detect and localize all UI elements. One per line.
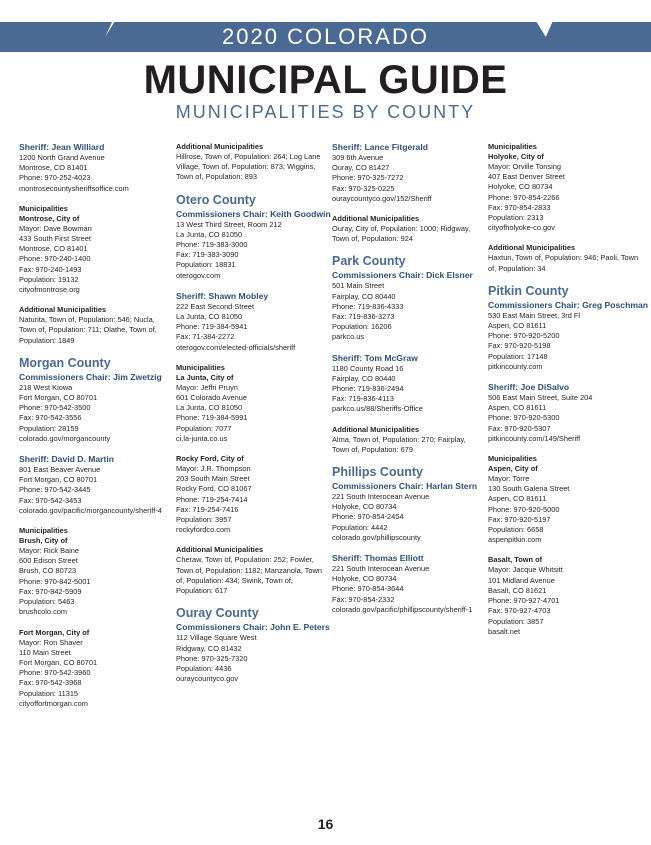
entry-line: 218 West Kiowa [19,382,73,392]
entry-line: 13 West Third Street, Room 212 [176,219,282,229]
entry-line: 1200 North Grand Avenue [19,153,105,162]
entry-line: 203 South Main Street [176,474,250,484]
section-label: Additional Municipalities [176,545,264,555]
municipality-name: Aspen, City of [488,464,538,474]
entry-line: 222 East Second Street [176,301,255,311]
website-url[interactable]: cityofholyoke-co.gov [488,223,555,233]
municipality-list: Haxtun, Town of, Population: 946; Paoli, Town of, Population: 34 [488,253,639,273]
website-url[interactable]: oterogov.com [176,270,221,280]
entry-line: Phone: 970-854-3644 [332,584,404,594]
entry-line: Fax: 970-542-3556 [19,413,82,423]
website-url[interactable]: colorado.gov/phillipscounty [332,532,421,542]
county-heading: Phillips County [332,465,423,480]
entry-line: 110 Main Street [19,647,71,657]
directory-entry [332,425,482,455]
directory-entry [332,214,482,244]
entry-line: Aspen, CO 81611 [488,321,547,331]
entry-line: 1180 County Road 16 [332,363,404,373]
entry-line: 221 South Interocean Avenue [332,492,430,502]
directory-entry [176,606,330,684]
section-label: Additional Municipalities [332,424,420,434]
municipality-list: Cheraw, Town of, Population: 252; Fowler, Town of, Population: 1182; Manzanola, Town of, Population: 434; Swink, Town of, Population: 617 [176,555,322,596]
entry-line: Phone: 719-384-5991 [176,413,248,423]
entry-line: Montrose, CO 81401 [19,163,88,173]
directory-entry [332,254,482,342]
entry-line: Population: 19132 [19,274,79,284]
county-heading: Otero County [176,192,256,207]
entry-line: Mayor: J.R. Thompson [176,464,251,474]
entry-line: Population: 17148 [488,351,548,361]
entry-line: Mayor: Rick Baine [19,546,79,556]
entry-line: Phone: 970-325-7320 [176,653,248,663]
entry-line: Ouray, CO 81427 [332,163,390,173]
official-heading: Sheriff: Lance Fitgerald [332,142,428,152]
entry-line: Aspen, CO 81611 [488,403,547,413]
header-banner [0,22,651,52]
entry-line: Phone: 719-254-7414 [176,494,248,504]
entry-line: Population: 16206 [332,322,392,332]
official-heading: Sheriff: Tom McGraw [332,352,418,363]
page-subtitle: MUNICIPALITIES BY COUNTY [175,102,476,122]
municipality-name: Rocky Ford, City of [176,454,244,464]
entry-line: Mayor: Orville Tonsing [488,162,561,171]
entry-line: Phone: 970-927-4701 [488,596,560,606]
website-url[interactable]: ouraycountyco.gov/152/Sheriff [332,193,432,203]
official-heading: Commissioners Chair: Keith Goodwin [176,208,331,219]
entry-line: Fax: 970-920-5198 [488,341,551,351]
website-url[interactable]: colorado.gov/pacific/morgancounty/sheriff-4 [19,505,162,515]
entry-line: Population: 6658 [488,525,544,535]
website-url[interactable]: ouraycountyco.gov [176,674,239,684]
directory-entry [488,454,648,545]
website-url[interactable]: cityoffortmorgan.com [19,698,88,708]
section-label: Municipalities [19,526,68,536]
entry-line: 309 6th Avenue [332,153,384,162]
website-url[interactable]: parkco.us/88/Sheriffs-Office [332,404,423,414]
municipality-list: Naturita, Town of, Population: 546; Nucla, Town of, Population: 711; Olathe, Town of, Population: 1849 [19,315,157,345]
entry-line: Brush, CO 80723 [19,566,77,576]
entry-line: 433 South First Street [19,234,91,244]
page-title: MUNICIPAL GUIDE [143,58,508,102]
entry-line: Population: 4436 [176,663,232,673]
entry-line: Population: 3957 [176,515,232,525]
directory-entry [176,192,331,281]
municipality-list: Alma, Town of, Population: 270; Fairplay, Town of, Population: 679 [332,434,466,454]
website-url[interactable]: oterogov.com/elected-officials/sheriff [176,342,296,352]
directory-entry [488,142,648,233]
website-url[interactable]: basalt.net [488,626,521,636]
banner-text: 2020 COLORADO [222,24,429,49]
section-label: Additional Municipalities [176,142,264,151]
official-heading: Commissioners Chair: Harlan Stern [332,481,478,492]
entry-line: 530 East Main Street, 3rd Fl [488,310,581,320]
entry-line: 600 Edison Street [19,556,78,566]
official-heading: Sheriff: Jean Williard [19,142,105,152]
entry-line: Fax: 970-920-5307 [488,423,551,433]
entry-line: Phone: 719-836-4333 [332,301,404,311]
entry-line: Phone: 970-325-7272 [332,173,404,183]
entry-line: Phone: 970-920-5000 [488,504,560,514]
section-label: Additional Municipalities [19,305,107,315]
entry-line: Mayor: Jeffri Pruyn [176,382,238,392]
municipality-name: La Junta, City of [176,372,234,382]
entry-line: Phone: 719-384-5941 [176,322,248,332]
directory-entry [176,291,326,353]
entry-line: 101 Midland Avenue [488,575,555,585]
entry-line: 112 Village Square West [176,633,257,643]
section-label: Municipalities [19,203,68,213]
official-heading: Sheriff: Joe DiSalvo [488,382,570,393]
directory-entry [332,465,482,543]
official-heading: Commissioners Chair: Dick Elsner [332,270,473,281]
website-url[interactable]: pitkincounty.com [488,361,543,371]
entry-line: 130 South Galena Street [488,484,570,494]
page-number: 16 [317,816,334,832]
entry-line: La Junta, CO 81050 [176,312,243,322]
entry-line: Population: 18831 [176,260,236,270]
directory-entry [19,526,169,617]
directory-entry [19,142,169,194]
entry-line: 221 South Interocean Avenue [332,564,430,574]
municipality-list: Hillrose, Town of, Population: 264; Log Lane Village, Town of, Population: 873; Wiggins, Town of, Population: 893 [176,152,321,182]
entry-line: Fort Morgan, CO 80701 [19,475,98,485]
entry-line: Population: 7077 [176,423,232,433]
entry-line: 506 East Main Street, Suite 204 [488,393,593,403]
section-label: Additional Municipalities [488,243,576,253]
entry-line: Phone: 970-252-4023 [19,173,91,183]
column-1 [19,142,169,719]
official-heading: Commissioners Chair: John E. Peters [176,622,330,633]
official-heading: Sheriff: Thomas Elliott [332,553,424,564]
section-label: Municipalities [488,454,537,464]
website-url[interactable]: colorado.gov/morgancounty [19,433,111,443]
entry-line: Phone: 719-836-2494 [332,384,404,394]
directory-entry [176,454,326,535]
entry-line: Phone: 970-920-5200 [488,331,560,341]
directory-entry [19,204,169,295]
website-url[interactable]: montrosecountysheriffsoffice.com [19,183,129,193]
website-url[interactable]: parkco.us [332,332,365,342]
entry-line: Population: 3857 [488,616,544,626]
directory-entry [332,142,482,204]
entry-line: Phone: 970-542-3960 [19,668,91,678]
column-2 [176,142,331,694]
directory-entry [176,545,326,596]
directory-entry [488,284,648,372]
entry-line: Fax: 970-920-5197 [488,514,551,524]
entry-line: Mayor: Dave Bowman [19,223,92,233]
directory-entry [176,142,326,183]
entry-line: Fax: 719-836-3273 [332,312,395,322]
municipality-name: Montrose, City of [19,213,80,223]
directory-entry [488,382,648,444]
municipality-name: Fort Morgan, City of [19,627,90,637]
entry-line: La Junta, CO 81050 [176,229,243,239]
municipality-list: Ouray, City of, Population: 1000; Ridgway, Town of, Population: 924 [332,224,471,244]
entry-line: Fax: 970-240-1493 [19,264,82,274]
municipality-name: Brush, City of [19,536,68,546]
entry-line: Phone: 970-920-5300 [488,413,560,423]
website-url[interactable]: rockyfordco.com [176,525,231,535]
entry-line: Population: 11315 [19,688,79,698]
entry-line: Fax: 719-254-7416 [176,504,239,514]
section-label: Municipalities [488,142,537,151]
directory-entry [176,363,326,444]
entry-line: 407 East Denver Street [488,172,565,182]
entry-line: Ridgway, CO 81432 [176,643,242,653]
municipality-name: Holyoke, City of [488,152,544,161]
directory-entry [488,243,648,273]
entry-line: Population: 5463 [19,597,75,607]
entry-line: La Junta, CO 81050 [176,403,243,413]
county-heading: Morgan County [19,355,111,370]
entry-line: Phone: 970-842-5001 [19,576,91,586]
website-url[interactable]: colorado.gov/pacific/phillipscounty/sheriff-1 [332,604,473,614]
entry-line: Phone: 970-854-2454 [332,512,404,522]
entry-line: Fairplay, CO 80440 [332,291,396,301]
directory-entry [19,305,169,346]
official-heading: Commissioners Chair: Jim Zwetzig [19,371,162,382]
entry-line: Fax: 970-325-0225 [332,183,395,193]
entry-line: Phone: 970-542-3445 [19,485,91,495]
website-url[interactable]: aspenpitkin.com [488,535,542,545]
directory-entry [19,454,169,516]
entry-line: Fax: 719-383-3090 [176,250,239,260]
section-label: Municipalities [176,362,225,372]
entry-line: Population: 28159 [19,423,79,433]
website-url[interactable]: ci.la-junta.co.us [176,433,228,443]
entry-line: Holyoke, CO 80734 [332,502,397,512]
entry-line: Fort Morgan, CO 80701 [19,657,98,667]
county-heading: Park County [332,254,406,269]
county-heading: Ouray County [176,606,259,621]
entry-line: Fort Morgan, CO 80701 [19,393,98,403]
entry-line: Population: 2313 [488,213,544,223]
entry-line: Mayor: Torre [488,474,530,484]
official-heading: Commissioners Chair: Greg Poschman [488,299,648,310]
entry-line: 801 East Beaver Avenue [19,465,101,475]
entry-line: Fax: 71-384-2272 [176,332,235,342]
entry-line: Phone: 970-240-1400 [19,254,91,264]
county-heading: Pitkin County [488,283,569,298]
entry-line: Basalt, CO 81621 [488,585,547,595]
website-url[interactable]: cityofmontrose.org [19,285,80,295]
entry-line: Fax: 970-542-3968 [19,678,82,688]
official-heading: Sheriff: Shawn Mobley [176,290,269,301]
directory-entry [332,553,482,615]
entry-line: Rocky Ford, CO 81067 [176,484,252,494]
section-label: Additional Municipalities [332,214,420,224]
entry-line: Fax: 970-854-2833 [488,202,551,212]
entry-line: Mayor: Ron Shaver [19,637,83,647]
directory-entry [332,353,482,415]
entry-line: Phone: 970-854-2266 [488,192,560,202]
entry-line: Phone: 719-383-3000 [176,240,248,250]
entry-line: Holyoke, CO 80734 [488,182,553,192]
entry-line: Population: 4442 [332,522,388,532]
entry-line: Fax: 970-542-3453 [19,495,82,505]
column-4 [488,142,648,647]
entry-line: Fax: 970-927-4703 [488,606,551,616]
entry-line: 601 Colorado Avenue [176,393,247,403]
column-3 [332,142,482,625]
website-url[interactable]: brushcolo.com [19,607,68,617]
website-url[interactable]: pitkincounty.com/149/Sheriff [488,433,581,443]
entry-line: Phone: 970-542-3500 [19,403,91,413]
entry-line: Fairplay, CO 80440 [332,373,396,383]
entry-line: Fax: 719-836-4113 [332,394,394,404]
entry-line: Mayor: Jacque Whitsitt [488,565,563,575]
entry-line: Holyoke, CO 80734 [332,574,397,584]
directory-entry [488,555,648,636]
entry-line: Fax: 970-842-5909 [19,586,82,596]
directory-entry [19,628,169,709]
entry-line: Aspen, CO 81611 [488,494,547,504]
entry-line: Montrose, CO 81401 [19,244,88,254]
municipality-name: Basalt, Town of [488,555,543,565]
directory-entry [19,356,169,444]
entry-line: Fax: 970-854-2332 [332,594,395,604]
entry-line: 501 Main Street [332,281,385,291]
official-heading: Sheriff: David D. Martin [19,454,115,465]
